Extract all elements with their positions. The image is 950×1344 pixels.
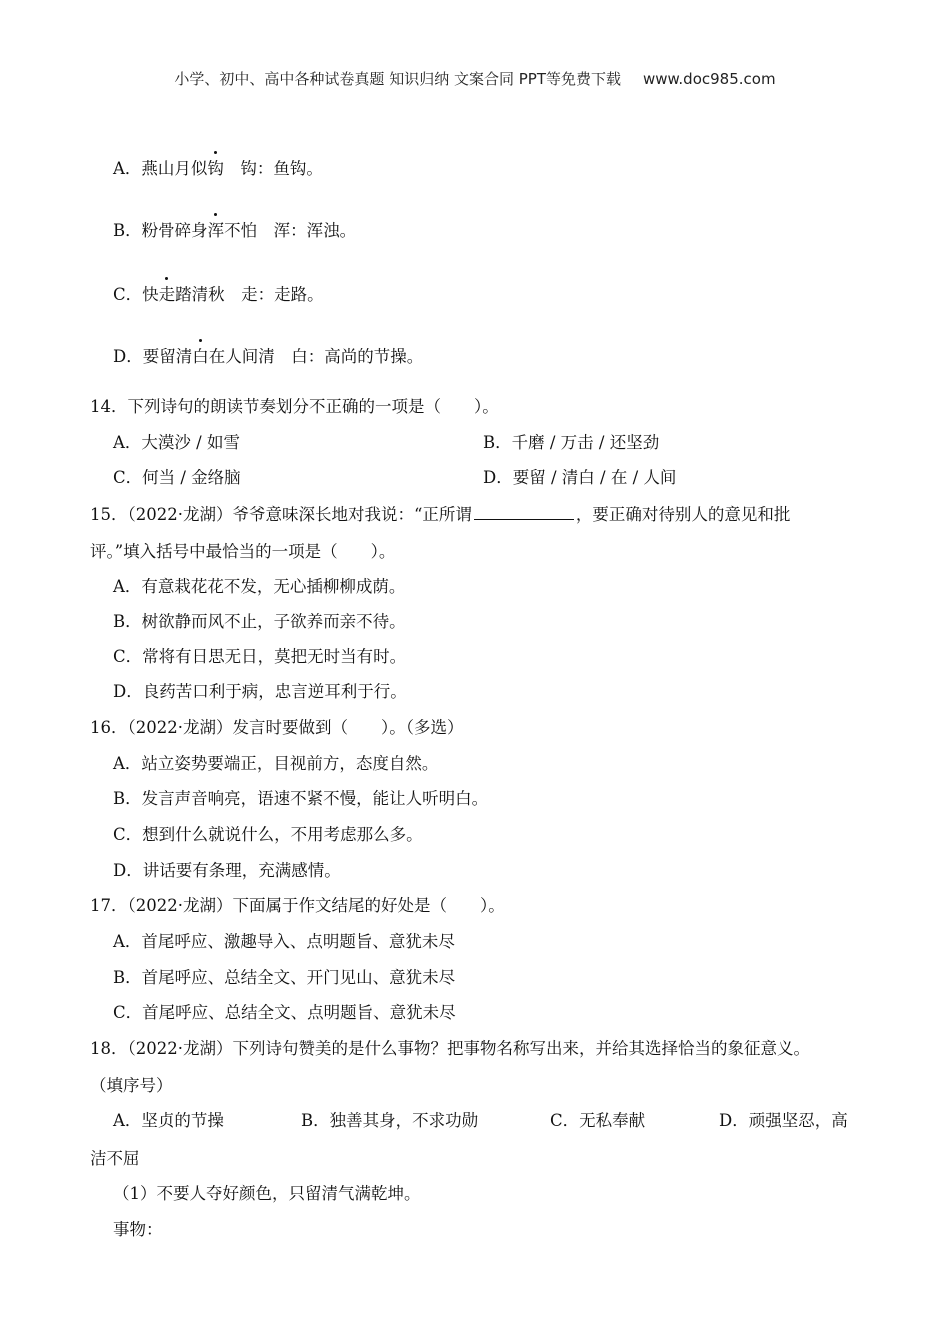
- q17-option-c: C．首尾呼应、总结全文、点明题旨、意犹未尽: [113, 1003, 456, 1022]
- answer-blank[interactable]: [474, 503, 574, 520]
- emphasis-char: 浑: [207, 221, 225, 240]
- q15-stem-line2: 评。”填入括号中最恰当的一项是（ ）。: [90, 542, 396, 561]
- page-header: [0, 68, 950, 89]
- emphasis-char: 钩: [207, 159, 224, 178]
- q18-sub1: （1）不要人夺好颜色，只留清气满乾坤。: [113, 1184, 421, 1203]
- emphasis-char: 白: [192, 347, 209, 366]
- q15-option-d: D．良药苦口利于病，忠言逆耳利于行。: [113, 682, 407, 701]
- q18-choice-b: B．独善其身，不求功勋: [301, 1111, 479, 1130]
- q17-option-a: A．首尾呼应、激趣导入、点明题旨、意犹未尽: [113, 932, 455, 951]
- q16-stem: 16．（2022·龙湖）发言时要做到（ ）。（多选）: [90, 718, 464, 737]
- header-text: 小学、初中、高中各种试卷真题 知识归纳 文案合同 PPT等免费下载: [174, 70, 621, 88]
- q15-option-a: A．有意栽花花不发，无心插柳柳成荫。: [113, 577, 406, 596]
- q17-option-b: B．首尾呼应、总结全文、开门见山、意犹未尽: [113, 968, 456, 987]
- q16-option-b: B．发言声音响亮，语速不紧不慢，能让人听明白。: [113, 789, 489, 808]
- q15-stem: 15．（2022·龙湖）爷爷意味深长地对我说：“正所谓 ，要正确对待别人的意见和批: [90, 505, 791, 524]
- q17-stem: 17．（2022·龙湖）下面属于作文结尾的好处是（ ）。: [90, 896, 505, 915]
- q14-option-c: C．何当 / 金络脑: [113, 468, 241, 487]
- q14-stem: 14．下列诗句的朗读节奏划分不正确的一项是（ ）。: [90, 397, 499, 416]
- q16-option-a: A．站立姿势要端正，目视前方，态度自然。: [113, 754, 439, 773]
- q13-option-c: C．快走踏清秋 走：走路。: [113, 285, 324, 304]
- q16-option-c: C．想到什么就说什么，不用考虑那么多。: [113, 825, 423, 844]
- q14-option-a: A．大漠沙 / 如雪: [113, 433, 240, 452]
- q18-stem-line2: （填序号）: [90, 1076, 173, 1095]
- q14-option-b: B．千磨 / 万击 / 还坚劲: [483, 433, 660, 452]
- q18-stem: 18．（2022·龙湖）下列诗句赞美的是什么事物？把事物名称写出来，并给其选择恰当的象征意义。: [90, 1039, 810, 1058]
- q13-option-d: D．要留清白在人间清 白：高尚的节操。: [113, 347, 424, 366]
- header-site[interactable]: www.doc985.com: [642, 70, 776, 88]
- emphasis-char: 走: [158, 285, 176, 304]
- q15-option-c: C．常将有日思无日，莫把无时当有时。: [113, 647, 407, 666]
- q13-option-b: B．粉骨碎身浑不怕 浑：浑浊。: [113, 221, 357, 240]
- q15-option-b: B．树欲静而风不止，子欲养而亲不待。: [113, 612, 406, 631]
- q18-choice-d-cont: 洁不屈: [90, 1149, 140, 1168]
- q18-choice-d: D．顽强坚忍，高: [719, 1111, 848, 1130]
- q18-answer-label[interactable]: 事物：: [113, 1220, 163, 1239]
- q18-choice-c: C．无私奉献: [550, 1111, 646, 1130]
- q18-choice-a: A．坚贞的节操: [113, 1111, 224, 1130]
- q14-option-d: D．要留 / 清白 / 在 / 人间: [483, 468, 677, 487]
- q16-option-d: D．讲话要有条理，充满感情。: [113, 861, 341, 880]
- q13-option-a: A．燕山月似钩 钩：鱼钩。: [113, 159, 323, 178]
